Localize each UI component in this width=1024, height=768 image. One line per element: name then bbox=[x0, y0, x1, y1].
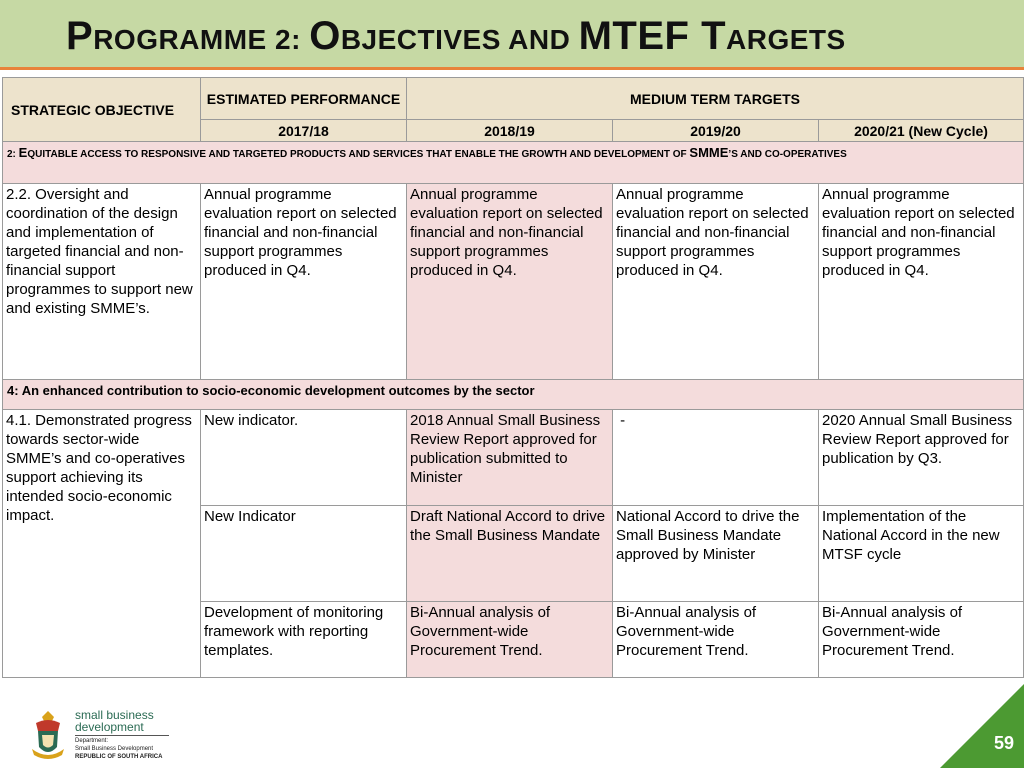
target-cell: 2018 Annual Small Business Review Report approved for publication submitted to Minister bbox=[407, 410, 613, 506]
department-logo bbox=[28, 705, 188, 763]
target-cell: Annual programme evaluation report on selected financial and non-financial support programmes produced in Q4. bbox=[407, 184, 613, 380]
target-cell: New Indicator bbox=[201, 506, 407, 602]
target-cell: Annual programme evaluation report on selected financial and non-financial support programmes produced in Q4. bbox=[613, 184, 819, 380]
title-part: P bbox=[66, 14, 94, 58]
page-number: 59 bbox=[993, 733, 1014, 753]
target-cell: Bi-Annual analysis of Government-wide Procurement Trend. bbox=[819, 602, 1024, 678]
title-part: T bbox=[689, 14, 727, 58]
header-year-2017: 2017/18 bbox=[201, 120, 407, 142]
brand-name-line: development bbox=[75, 720, 144, 734]
brand-name-line: small business bbox=[75, 708, 154, 722]
country-name: REPUBLIC OF SOUTH AFRICA bbox=[75, 754, 163, 760]
section-text: E bbox=[18, 145, 28, 160]
target-cell: Draft National Accord to drive the Small Business Mandate bbox=[407, 506, 613, 602]
logo-divider bbox=[75, 735, 169, 736]
header-year-2018: 2018/19 bbox=[407, 120, 613, 142]
header-year-2019: 2019/20 bbox=[613, 120, 819, 142]
target-cell: Implementation of the National Accord in the new MTSF cycle bbox=[819, 506, 1024, 602]
objective-cell: 2.2. Oversight and coordination of the design and implementation of targeted financial and non-financial support programmes to support new and existing SMME’s. bbox=[3, 184, 201, 380]
section-text: SMME bbox=[689, 145, 729, 160]
target-cell: New indicator. bbox=[201, 410, 407, 506]
target-cell: National Accord to drive the Small Business Mandate approved by Minister bbox=[613, 506, 819, 602]
targets-table bbox=[2, 77, 1024, 678]
department-name: Small Business Development bbox=[75, 746, 154, 752]
header-medium-term-targets: MEDIUM TERM TARGETS bbox=[407, 78, 1024, 120]
header-year-2020: 2020/21 (New Cycle) bbox=[819, 120, 1024, 142]
target-cell: Development of monitoring framework with reporting templates. bbox=[201, 602, 407, 678]
section-heading-2 bbox=[3, 142, 1024, 184]
section-text: QUITABLE ACCESS TO RESPONSIVE AND TARGETED PRODUCTS AND SERVICES THAT ENABLE THE GROWTH AND DEVELOPMENT OF bbox=[27, 149, 690, 160]
target-cell: Bi-Annual analysis of Government-wide Procurement Trend. bbox=[407, 602, 613, 678]
title-part: ARGETS bbox=[726, 24, 846, 55]
target-cell: 2020 Annual Small Business Review Report approved for publication by Q3. bbox=[819, 410, 1024, 506]
target-cell: - bbox=[613, 410, 819, 506]
title-banner bbox=[0, 0, 1024, 70]
section-text: ’S AND CO-OPERATIVES bbox=[728, 149, 847, 160]
target-cell: Annual programme evaluation report on selected financial and non-financial support programmes produced in Q4. bbox=[201, 184, 407, 380]
department-label: Department: bbox=[75, 738, 109, 744]
slide-title bbox=[66, 14, 846, 59]
title-part: O bbox=[309, 14, 341, 58]
section-text: 2: bbox=[7, 149, 19, 160]
section-heading-4: 4: An enhanced contribution to socio-economic development outcomes by the sector bbox=[3, 380, 1024, 410]
target-cell: Bi-Annual analysis of Government-wide Procurement Trend. bbox=[613, 602, 819, 678]
objective-cell: 4.1. Demonstrated progress towards sector-wide SMME’s and co-operatives support achieving its intended socio-economic impact. bbox=[3, 410, 201, 678]
corner-triangle bbox=[940, 684, 1024, 768]
header-estimated-performance: ESTIMATED PERFORMANCE bbox=[201, 78, 407, 120]
coat-of-arms-icon bbox=[28, 709, 68, 761]
title-part: BJECTIVES AND bbox=[340, 24, 579, 55]
header-strategic-objective: STRATEGIC OBJECTIVE bbox=[3, 78, 201, 142]
title-part: MTEF bbox=[578, 14, 690, 58]
title-part: ROGRAMME 2: bbox=[93, 24, 310, 55]
target-cell: Annual programme evaluation report on selected financial and non-financial support programmes produced in Q4. bbox=[819, 184, 1024, 380]
